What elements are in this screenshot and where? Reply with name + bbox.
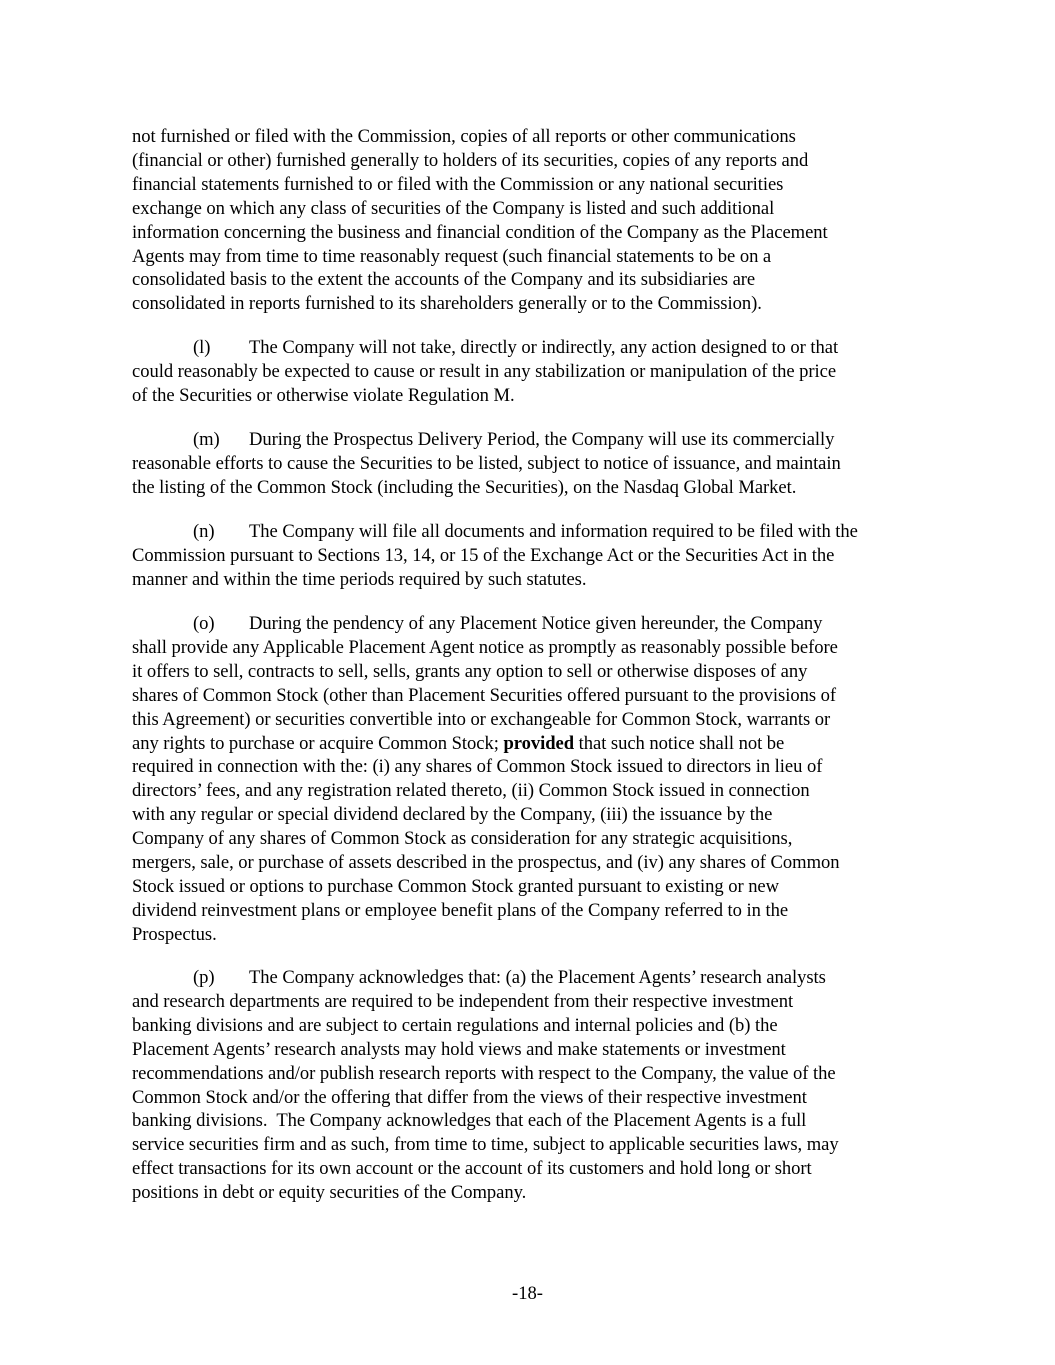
text-segment: any rights to purchase or acquire Common Stock; xyxy=(132,732,504,754)
page-number: -18- xyxy=(512,1283,543,1304)
paragraph-continuation xyxy=(132,125,932,316)
text-line: shares of Common Stock (other than Placement Securities offered pursuant to the provisions of xyxy=(132,684,837,706)
text-line: recommendations and/or publish research reports with respect to the Company, the value of the xyxy=(132,1062,836,1084)
text-line: During the pendency of any Placement Notice given hereunder, the Company xyxy=(249,613,823,634)
text-line: of the Securities or otherwise violate Regulation M. xyxy=(132,384,515,406)
paragraph-l xyxy=(132,336,932,408)
provided-bold-term: provided xyxy=(503,732,575,754)
paragraph-marker: (o) xyxy=(193,613,215,634)
text-line: banking divisions and are subject to certain regulations and internal policies and (b) the xyxy=(132,1014,778,1036)
text-line: banking divisions. The Company acknowledges that each of the Placement Agents is a full xyxy=(132,1110,807,1132)
text-line: it offers to sell, contracts to sell, sells, grants any option to sell or otherwise disposes of any xyxy=(132,660,808,682)
text-line: reasonable efforts to cause the Securities to be listed, subject to notice of issuance, and maintain xyxy=(132,452,841,474)
text-line: Agents may from time to time reasonably request (such financial statements to be on a xyxy=(132,245,772,267)
text-line: Stock issued or options to purchase Common Stock granted pursuant to existing or new xyxy=(132,875,780,897)
paragraph-marker: (m) xyxy=(193,429,220,450)
text-line: consolidated basis to the extent the accounts of the Company and its subsidiaries are xyxy=(132,269,756,291)
text-line: During the Prospectus Delivery Period, the Company will use its commercially xyxy=(249,429,835,450)
text-line: mergers, sale, or purchase of assets described in the prospectus, and (iv) any shares of Common xyxy=(132,852,840,874)
text-line: Common Stock and/or the offering that differ from the views of their respective investment xyxy=(132,1086,807,1108)
text-line: The Company acknowledges that: (a) the Placement Agents’ research analysts xyxy=(249,967,826,988)
paragraph-marker: (l) xyxy=(193,337,211,358)
text-line: Placement Agents’ research analysts may hold views and make statements or investment xyxy=(132,1038,786,1060)
text-line: service securities firm and as such, from time to time, subject to applicable securities laws, may xyxy=(132,1134,839,1156)
text-line: shall provide any Applicable Placement Agent notice as promptly as reasonably possible before xyxy=(132,636,838,658)
paragraph-marker: (p) xyxy=(193,967,215,988)
text-line: The Company will not take, directly or indirectly, any action designed to or that xyxy=(249,337,839,358)
text-line: The Company will file all documents and information required to be filed with the xyxy=(249,521,858,542)
text-segment: that such notice shall not be xyxy=(574,732,785,754)
text-line: could reasonably be expected to cause or result in any stabilization or manipulation of the price xyxy=(132,360,837,382)
text-line: directors’ fees, and any registration related thereto, (ii) Common Stock issued in connection xyxy=(132,780,810,802)
text-line: Commission pursuant to Sections 13, 14, or 15 of the Exchange Act or the Securities Act in the xyxy=(132,544,835,566)
text-line: information concerning the business and financial condition of the Company as the Placement xyxy=(132,221,828,243)
text-line: Prospectus. xyxy=(132,923,217,945)
text-line: financial statements furnished to or filed with the Commission or any national securities xyxy=(132,173,784,195)
text-line: dividend reinvestment plans or employee benefit plans of the Company referred to in the xyxy=(132,899,789,921)
text-line: required in connection with the: (i) any shares of Common Stock issued to directors in lieu of xyxy=(132,756,823,778)
paragraph-marker: (n) xyxy=(193,521,215,542)
text-line: manner and within the time periods required by such statutes. xyxy=(132,568,587,590)
text-line: and research departments are required to be independent from their respective investment xyxy=(132,990,794,1012)
text-line: consolidated in reports furnished to its shareholders generally or to the Commission). xyxy=(132,293,762,315)
text-line: positions in debt or equity securities of the Company. xyxy=(132,1182,527,1204)
text-line: effect transactions for its own account or the account of its customers and hold long or short xyxy=(132,1158,812,1180)
paragraph-m xyxy=(132,428,932,500)
text-line: exchange on which any class of securities of the Company is listed and such additional xyxy=(132,197,775,219)
text-line: the listing of the Common Stock (including the Securities), on the Nasdaq Global Market. xyxy=(132,476,797,498)
paragraph-p xyxy=(132,966,932,1205)
text-line: (financial or other) furnished generally to holders of its securities, copies of any reports and xyxy=(132,149,809,171)
paragraph-n xyxy=(132,520,932,592)
text-line: not furnished or filed with the Commission, copies of all reports or other communications xyxy=(132,126,796,147)
text-line-provided xyxy=(132,732,932,756)
paragraph-o xyxy=(132,612,932,947)
text-line: with any regular or special dividend declared by the Company, (iii) the issuance by the xyxy=(132,804,773,826)
text-line: this Agreement) or securities convertible into or exchangeable for Common Stock, warrants or xyxy=(132,708,831,730)
text-line: Company of any shares of Common Stock as consideration for any strategic acquisitions, xyxy=(132,828,793,850)
